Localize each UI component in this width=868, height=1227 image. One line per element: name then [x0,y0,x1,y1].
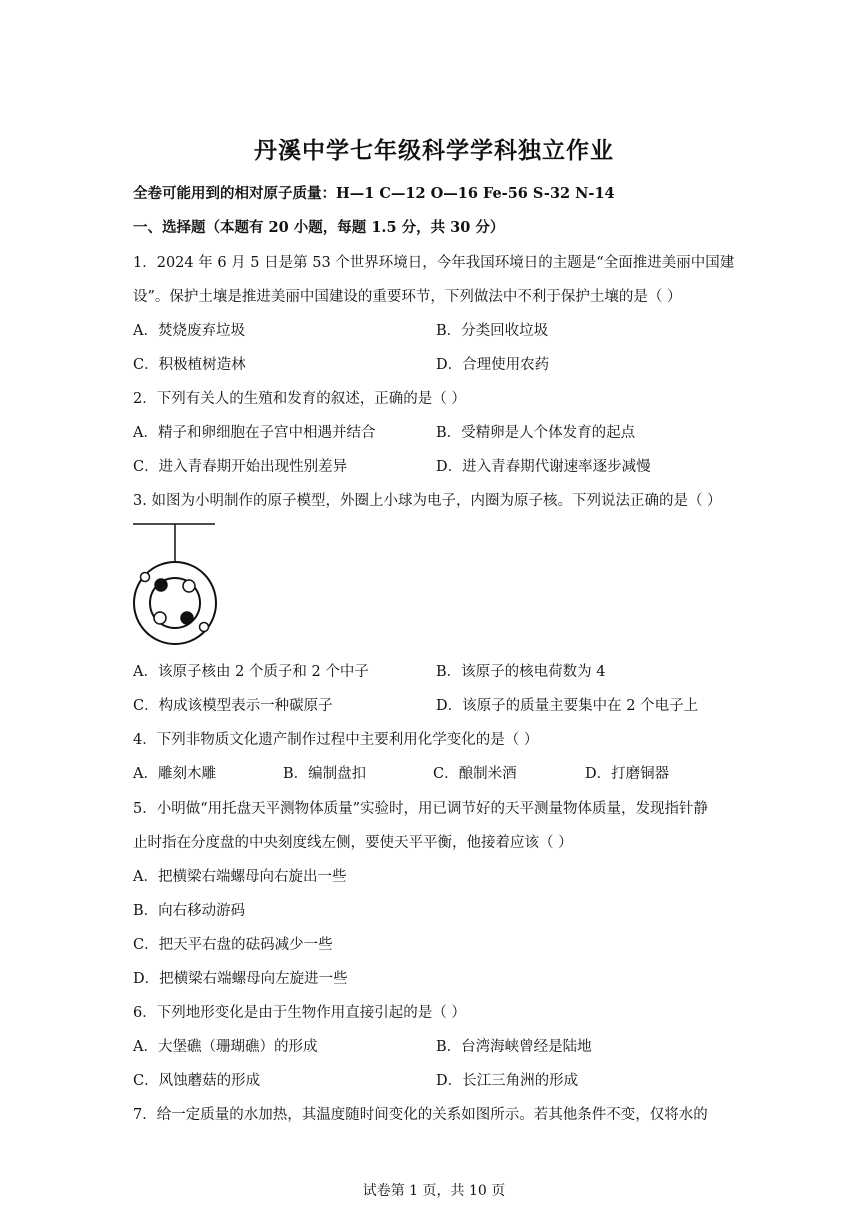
nucleus-particle-white [183,580,195,592]
question-1-stem-line-2: 设”。保护土壤是推进美丽中国建设的重要环节，下列做法中不利于保护土壤的是（ ） [133,289,682,305]
question-2-stem: 2．下列有关人的生殖和发育的叙述，正确的是（ ） [133,391,466,407]
question-1-option-c: C．积极植树造林 [133,357,246,373]
question-1-option-a: A．焚烧废弃垃圾 [133,323,245,339]
question-7-stem: 7．给一定质量的水加热，其温度随时间变化的关系如图所示。若其他条件不变，仅将水的 [133,1107,708,1123]
question-3-option-c: C．构成该模型表示一种碳原子 [133,698,333,714]
question-4-option-b: B．编制盘扣 [283,766,367,782]
question-6-option-c: C．风蚀蘑菇的形成 [133,1073,261,1089]
question-6-option-d: D．长江三角洲的形成 [436,1073,579,1089]
question-5-option-d: D．把横梁右端螺母向左旋进一些 [133,971,348,987]
question-1-option-b: B．分类回收垃圾 [436,323,549,339]
question-6-option-b: B．台湾海峡曾经是陆地 [436,1039,592,1055]
nucleus-particle-black [155,579,167,591]
atomic-mass-line: 全卷可能用到的相对原子质量：H—1 C—12 O—16 Fe-56 S-32 N-14 [133,185,615,202]
section-heading: 一、选择题（本题有 20 小题，每题 1.5 分，共 30 分） [133,219,505,236]
question-3-option-b: B．该原子的核电荷数为 4 [436,664,606,680]
page-footer: 试卷第 1 页，共 10 页 [362,1183,506,1199]
question-4-option-c: C．酿制米酒 [433,766,517,782]
question-4-stem: 4．下列非物质文化遗产制作过程中主要利用化学变化的是（ ） [133,732,539,748]
question-5-option-b: B．向右移动游码 [133,903,246,919]
question-3-option-d: D．该原子的质量主要集中在 2 个电子上 [436,698,699,714]
question-2-option-c: C．进入青春期开始出现性别差异 [133,459,348,475]
atom-model-figure [128,515,228,650]
question-5-stem-line-2: 止时指在分度盘的中央刻度线左侧，要使天平平衡，他接着应该（ ） [133,835,573,851]
electron [141,573,150,582]
question-6-option-a: A．大堡礁（珊瑚礁）的形成 [133,1039,318,1055]
question-4-option-a: A．雕刻木雕 [133,766,216,782]
question-5-stem-line-1: 5．小明做“用托盘天平测物体质量”实验时，用已调节好的天平测量物体质量，发现指针静 [133,801,709,817]
question-2-option-b: B．受精卵是人个体发育的起点 [436,425,636,441]
question-1-option-d: D．合理使用农药 [436,357,550,373]
question-4-option-d: D．打磨铜器 [585,766,670,782]
nucleus-particle-black [181,612,193,624]
question-2-option-d: D．进入青春期代谢速率逐步减慢 [436,459,651,475]
exam-title: 丹溪中学七年级科学学科独立作业 [254,138,614,164]
question-5-option-a: A．把横梁右端螺母向右旋出一些 [133,869,347,885]
question-3-stem: 3. 如图为小明制作的原子模型，外圈上小球为电子，内圈为原子核。下列说法正确的是（ ） [133,493,722,509]
question-1-stem-line-1: 1．2024 年 6 月 5 日是第 53 个世界环境日，今年我国环境日的主题是“全面推进美丽中国建 [133,255,735,271]
question-2-option-a: A．精子和卵细胞在子宫中相遇并结合 [133,425,376,441]
question-3-option-a: A．该原子核由 2 个质子和 2 个中子 [133,664,369,680]
question-5-option-c: C．把天平右盘的砝码减少一些 [133,937,333,953]
nucleus-particle-white [154,612,166,624]
electron [200,623,209,632]
question-6-stem: 6．下列地形变化是由于生物作用直接引起的是（ ） [133,1005,466,1021]
